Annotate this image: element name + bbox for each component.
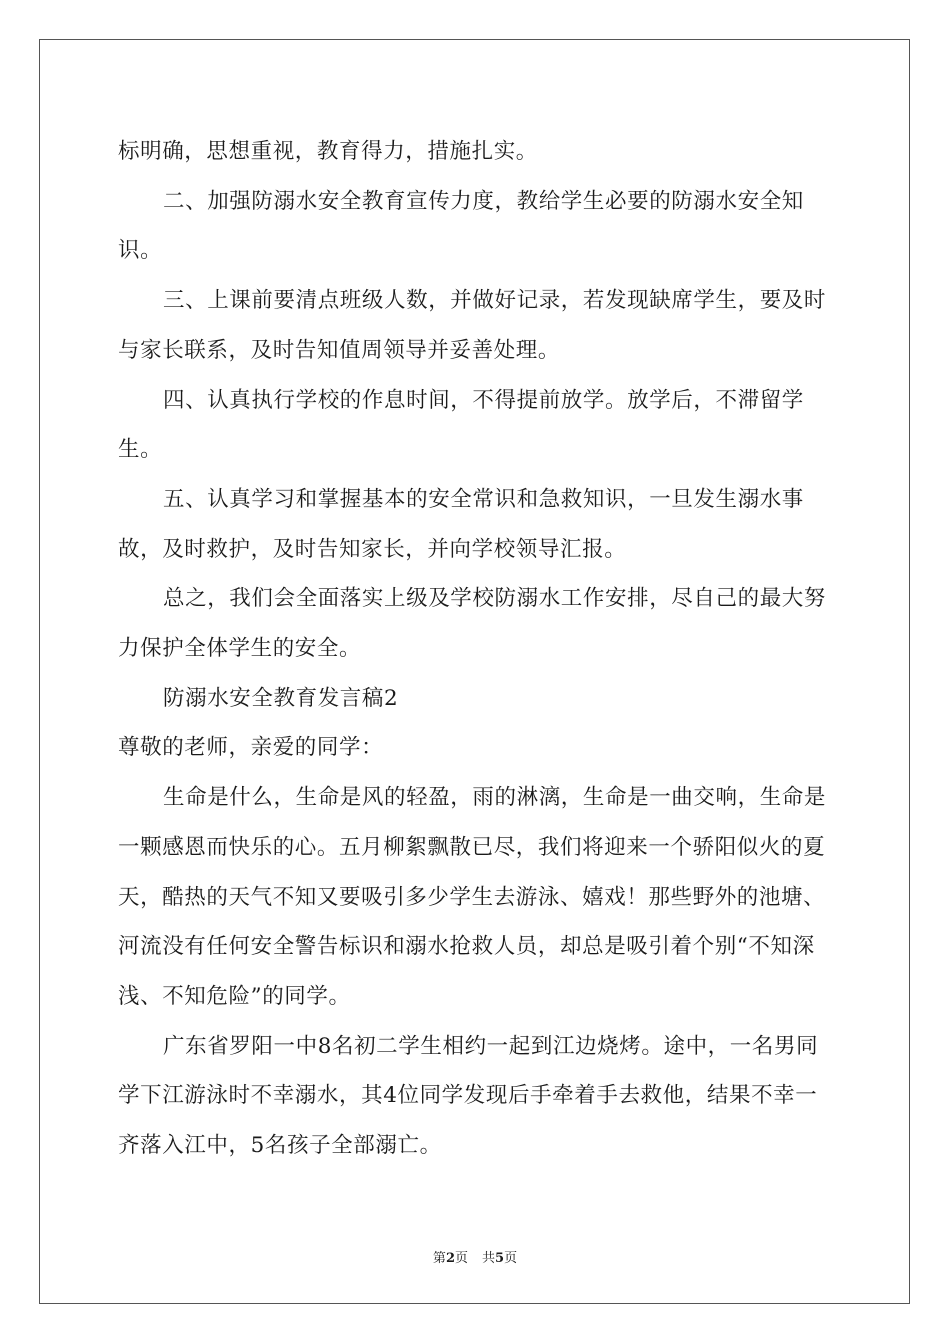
paragraph-1: 标明确，思想重视，教育得力，措施扎实。 <box>118 139 538 164</box>
paragraph-3: 三、上课前要清点班级人数，并做好记录，若发现缺席学生，要及时与家长联系，及时告知值周领导并妥善处理。 <box>118 288 827 363</box>
paragraph-4: 四、认真执行学校的作息时间，不得提前放学。放学后，不滞留学生。 <box>118 387 804 463</box>
paragraph-2: 二、加强防溺水安全教育宣传力度，教给学生必要的防溺水安全知识。 <box>118 188 804 264</box>
paragraph-8: 广东省罗阳一中8名初二学生相约一起到江边烧烤。途中，一名男同学下江游泳时不幸溺水，其4位同学发现后手牵着手去救他，结果不幸一齐落入江中，5名孩子全部溺亡。 <box>118 1033 819 1159</box>
document-body <box>118 127 834 1171</box>
paragraph-7: 生命是什么，生命是风的轻盈，雨的淋漓，生命是一曲交响，生命是一颗感恩而快乐的心。五月柳絮飘散已尽，我们将迎来一个骄阳似火的夏天，酷热的天气不知又要吸引多少学生去游泳、嬉戏！那些野外的池塘、河流没有任何安全警告标识和溺水抢救人员，却总是吸引着个别“不知深浅、不知危险”的同学。 <box>118 785 827 1009</box>
page-number: 第2页 <box>432 1251 468 1266</box>
paragraph-5: 五、认真学习和掌握基本的安全常识和急救知识，一旦发生溺水事故，及时救护，及时告知家长，并向学校领导汇报。 <box>118 486 804 562</box>
page-total: 共5页 <box>482 1251 518 1266</box>
page-footer <box>0 1247 950 1266</box>
section-title: 防溺水安全教育发言稿2 <box>163 685 399 711</box>
salutation: 尊敬的老师，亲爱的同学： <box>118 735 384 761</box>
paragraph-6: 总之，我们会全面落实上级及学校防溺水工作安排，尽自己的最大努力保护全体学生的安全。 <box>118 586 827 662</box>
